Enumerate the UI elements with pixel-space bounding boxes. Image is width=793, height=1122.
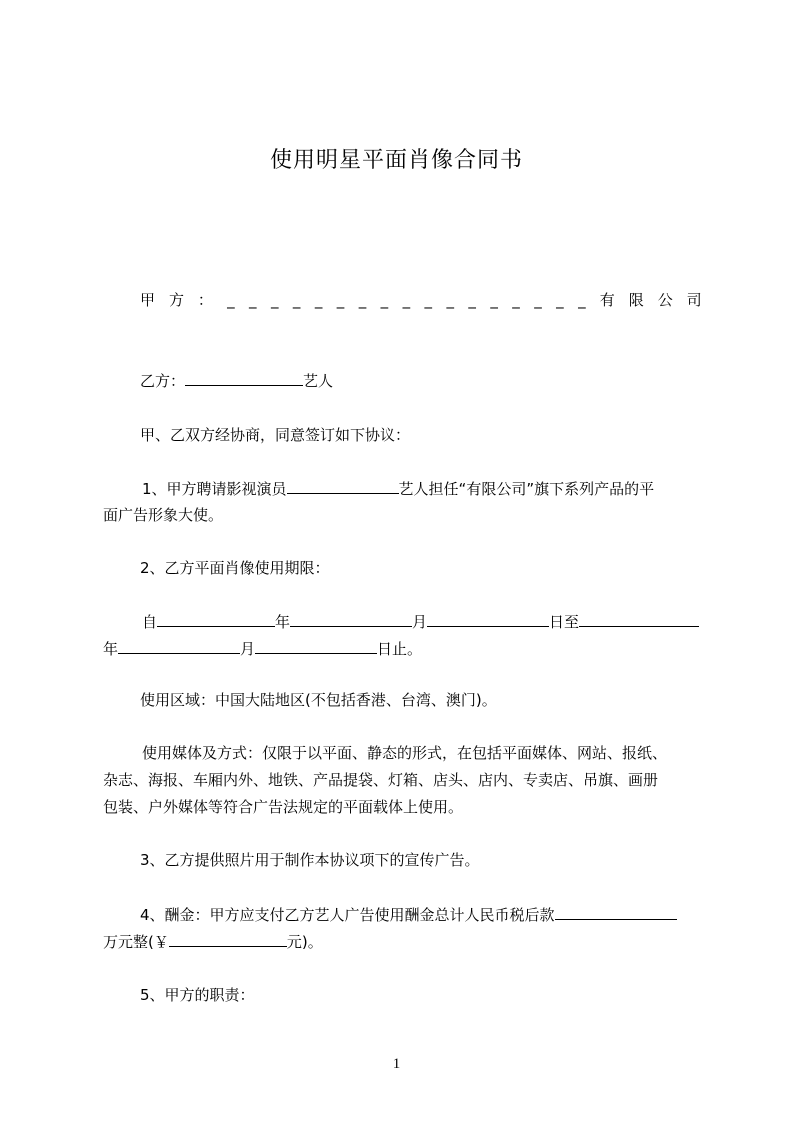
usage-media-line-1: 使用媒体及方式：仅限于以平面、静态的形式，在包括平面媒体、网站、报纸、 — [142, 744, 668, 762]
clause-3: 3、乙方提供照片用于制作本协议项下的宣传广告。 — [140, 851, 480, 869]
party-a-label-char: 方 — [168, 291, 184, 309]
party-a-label-char: 甲 — [140, 291, 156, 309]
period-start-blank — [427, 610, 549, 627]
clause-1-blank — [287, 477, 399, 494]
party-a-dash: _ — [402, 291, 411, 309]
party-b-blank — [185, 369, 303, 386]
party-a-dash: _ — [358, 291, 367, 309]
party-a-dash: _ — [314, 291, 323, 309]
usage-media-line-2: 杂志、海报、车厢内外、地铁、产品提袋、灯箱、店头、店内、专卖店、吊旗、画册 — [103, 771, 659, 789]
party-b-line — [140, 369, 333, 392]
clause-1-line-1 — [142, 477, 654, 500]
page-number: 1 — [392, 1056, 401, 1072]
party-a-dash: _ — [446, 291, 454, 309]
party-a-dash: _ — [534, 291, 542, 309]
usage-media-line-3: 包装、户外媒体等符合广告法规定的平面载体上使用。 — [103, 798, 464, 816]
period-start-blank — [290, 610, 412, 627]
party-a-dash: _ — [490, 291, 498, 309]
party-a-dash: _ — [380, 291, 389, 309]
period-end-blank — [255, 637, 377, 654]
period-year-label: 年 — [275, 613, 291, 631]
period-from-label: 自 — [142, 613, 158, 631]
party-a-dash: _ — [578, 291, 586, 309]
party-a-dash: _ — [227, 291, 235, 309]
clause-4-line-2-suffix: 元)。 — [286, 933, 323, 951]
party-a-dash: _ — [336, 291, 345, 309]
clause-2-heading: 2、乙方平面肖像使用期限： — [140, 559, 330, 577]
clause-2-period-line-1 — [142, 610, 699, 633]
party-a-dash: _ — [556, 291, 564, 309]
period-start-blank — [157, 610, 275, 627]
usage-area: 使用区域：中国大陆地区(不包括香港、台湾、澳门)。 — [140, 691, 497, 709]
document-title: 使用明星平面肖像合同书 — [269, 148, 523, 173]
party-a-suffix-char: 有 — [599, 291, 615, 309]
clause-5: 5、甲方的职责： — [140, 986, 255, 1004]
party-a-dash: _ — [468, 291, 476, 309]
clause-4-prefix: 4、酬金：甲方应支付乙方艺人广告使用酬金总计人民币税后款 — [140, 906, 555, 924]
party-a-dash: _ — [512, 291, 520, 309]
period-end-label: 日止。 — [377, 640, 423, 658]
clause-1-suffix: 艺人担任“有限公司”旗下系列产品的平 — [398, 480, 655, 498]
period-year-label: 年 — [103, 640, 119, 658]
party-a-suffix-char: 公 — [657, 291, 673, 309]
period-end-blank — [579, 610, 699, 627]
party-a-line — [140, 289, 702, 311]
period-end-blank — [118, 637, 240, 654]
clause-1-prefix: 1、甲方聘请影视演员 — [142, 480, 287, 498]
clause-4-line-1 — [140, 903, 677, 926]
clause-4-line-2-prefix: 万元整(￥ — [103, 933, 169, 951]
party-a-dash: _ — [249, 291, 257, 309]
party-a-dash: _ — [270, 291, 279, 309]
party-b-prefix: 乙方： — [140, 372, 186, 390]
party-a-label-char: ： — [197, 291, 213, 309]
clause-1-line-2: 面广告形象大使。 — [103, 506, 224, 524]
party-a-suffix-char: 司 — [686, 291, 702, 309]
party-a-suffix-char: 限 — [628, 291, 644, 309]
agreement-intro: 甲、乙双方经协商，同意签订如下协议： — [140, 426, 411, 444]
remuneration-blank — [555, 903, 677, 920]
clause-2-period-line-2 — [103, 637, 422, 660]
party-a-dash: _ — [292, 291, 301, 309]
party-b-suffix: 艺人 — [303, 372, 334, 390]
clause-4-line-2 — [103, 930, 323, 953]
party-a-dash: _ — [424, 291, 433, 309]
remuneration-amount-blank — [169, 930, 287, 947]
period-month-label: 月 — [240, 640, 256, 658]
period-month-label: 月 — [412, 613, 428, 631]
period-day-to-label: 日至 — [549, 613, 580, 631]
